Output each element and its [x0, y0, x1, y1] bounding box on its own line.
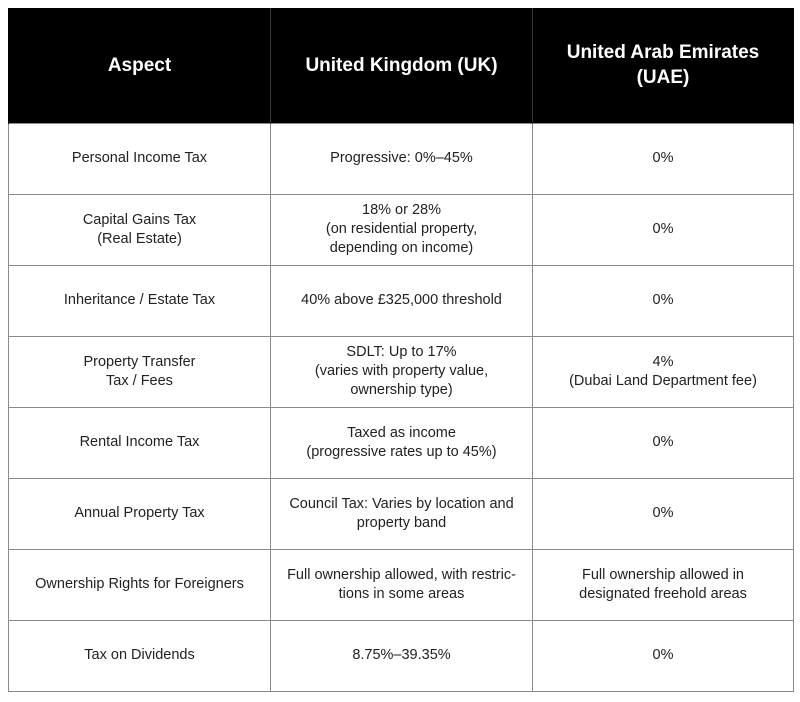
cell-uk: SDLT: Up to 17% (varies with property value, ownership type): [271, 336, 533, 407]
cell-uk: 40% above £325,000 threshold: [271, 265, 533, 336]
cell-uae: 0%: [533, 265, 794, 336]
header-uae: United Arab Emirates (UAE): [533, 8, 794, 123]
cell-uk: Taxed as income (progressive rates up to 45%): [271, 407, 533, 478]
table-row: [9, 549, 794, 620]
cell-uk: 8.75%–39.35%: [271, 620, 533, 691]
tax-comparison-table: [8, 8, 794, 692]
cell-uae: Full ownership allowed in designated freehold areas: [533, 549, 794, 620]
header-uk: United Kingdom (UK): [271, 8, 533, 123]
cell-uae: 0%: [533, 123, 794, 194]
cell-uk: 18% or 28% (on residential property, depending on income): [271, 194, 533, 265]
table-row: [9, 407, 794, 478]
header-row: [9, 8, 794, 123]
cell-aspect: Personal Income Tax: [9, 123, 271, 194]
cell-aspect: Tax on Dividends: [9, 620, 271, 691]
cell-uae: 0%: [533, 478, 794, 549]
cell-aspect: Inheritance / Estate Tax: [9, 265, 271, 336]
cell-uk: Progressive: 0%–45%: [271, 123, 533, 194]
table-row: [9, 123, 794, 194]
table-header: [9, 8, 794, 123]
cell-aspect: Annual Property Tax: [9, 478, 271, 549]
cell-aspect: Capital Gains Tax (Real Estate): [9, 194, 271, 265]
table-row: [9, 336, 794, 407]
table-row: [9, 194, 794, 265]
cell-uae: 0%: [533, 407, 794, 478]
cell-uk: Full ownership allowed, with restric- tions in some areas: [271, 549, 533, 620]
cell-uae: 4% (Dubai Land Department fee): [533, 336, 794, 407]
cell-aspect: Property Transfer Tax / Fees: [9, 336, 271, 407]
cell-aspect: Ownership Rights for Foreigners: [9, 549, 271, 620]
table-row: [9, 620, 794, 691]
header-aspect: Aspect: [9, 8, 271, 123]
cell-uk: Council Tax: Varies by location and property band: [271, 478, 533, 549]
table-row: [9, 478, 794, 549]
table-body: [9, 123, 794, 691]
cell-uae: 0%: [533, 620, 794, 691]
cell-uae: 0%: [533, 194, 794, 265]
cell-aspect: Rental Income Tax: [9, 407, 271, 478]
table-row: [9, 265, 794, 336]
